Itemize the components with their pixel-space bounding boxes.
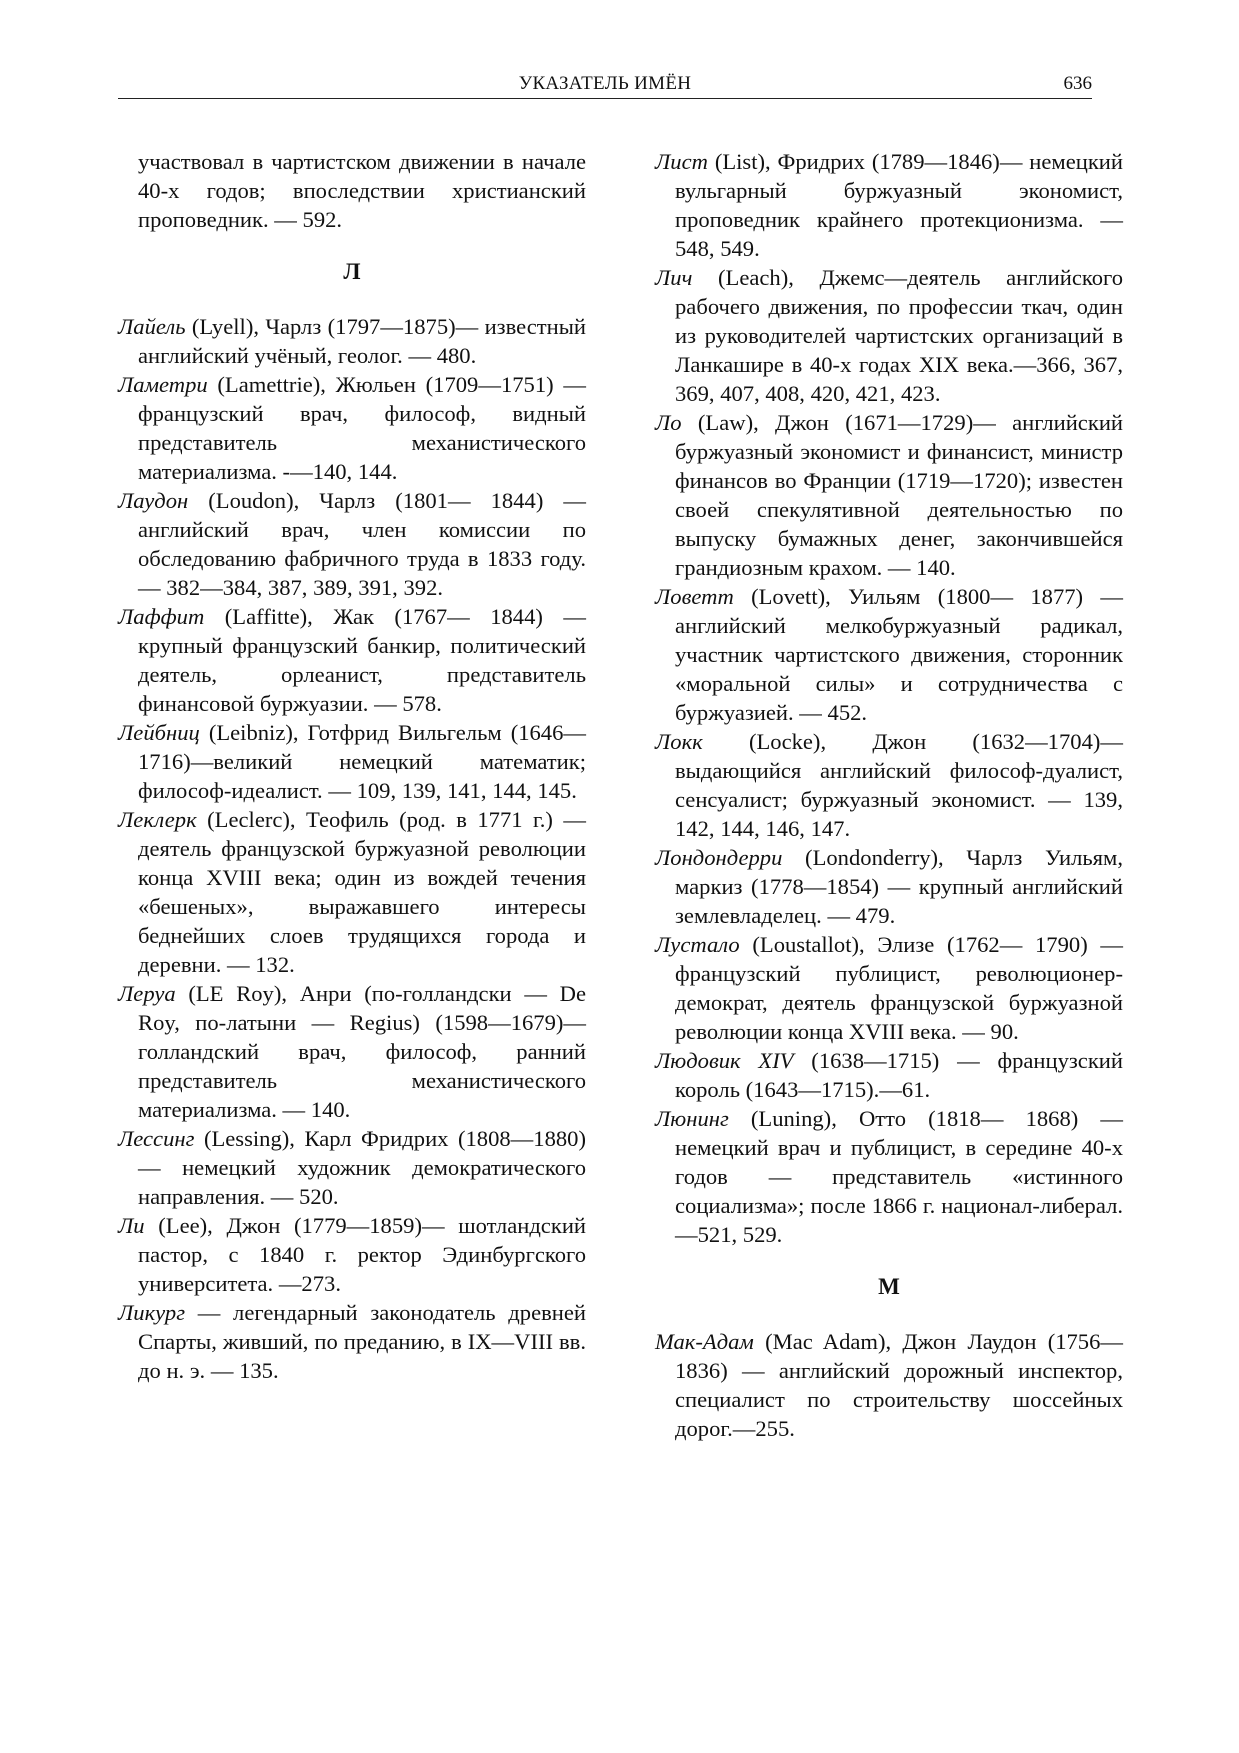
entry-text: (Locke), Джон (1632—1704)— выдающийся английский философ-дуалист, сенсуалист; буржуазный экономист. — 139, 142, 144, 146, 147. <box>675 729 1123 841</box>
entry-name: Лич <box>655 265 693 290</box>
index-entry <box>655 727 1123 843</box>
entry-text: (Mac Adam), Джон Лаудон (1756—1836) — английский дорожный инспектор, специалист по строительству шоссейных дорог.—255. <box>675 1329 1123 1441</box>
entry-text: (Lee), Джон (1779—1859)— шотландский пастор, с 1840 г. ректор Эдинбургского университета. —273. <box>138 1213 586 1296</box>
index-entry <box>655 147 1123 263</box>
entry-text: (Leach), Джемс—деятель английского рабочего движения, по профессии ткач, один из руководителей чартистских организаций в Ланкашире в 40-х годах XIX века.—366, 367, 369, 407, 408, 420, 421, 423. <box>675 265 1123 406</box>
entry-name: Лист <box>655 149 708 174</box>
entry-text: — легендарный законодатель древней Спарты, живший, по преданию, в IX—VIII вв. до н. э. — 135. <box>138 1300 586 1383</box>
entry-text: (Lessing), Карл Фридрих (1808—1880) — немецкий художник демократического направления. — 520. <box>138 1126 586 1209</box>
entry-name: Мак-Адам <box>655 1329 754 1354</box>
index-entry <box>118 312 586 370</box>
entry-text: (List), Фридрих (1789—1846)— немецкий вульгарный буржуазный экономист, проповедник крайнего протекционизма. — 548, 549. <box>675 149 1123 261</box>
entry-name: Лаудон <box>118 488 189 513</box>
index-entry <box>118 1124 586 1211</box>
entry-name: Леруа <box>118 981 176 1006</box>
index-entry <box>118 486 586 602</box>
index-entry <box>655 843 1123 930</box>
entry-name: Ликург <box>118 1300 186 1325</box>
entry-text: (Luning), Отто (1818— 1868) — немецкий врач и публицист, в середине 40-х годов — представитель «истинного социализма»; после 1866 г. национал-либерал. —521, 529. <box>675 1106 1123 1247</box>
entry-name: Леклерк <box>118 807 197 832</box>
entry-text: (Laffitte), Жак (1767— 1844) — крупный французский банкир, политический деятель, орлеанист, представитель финансовой буржуазии. — 578. <box>138 604 586 716</box>
entry-text: (Londonderry), Чарлз Уильям, маркиз (1778—1854) — крупный английский землевладелец. — 479. <box>675 845 1123 928</box>
entry-text: (Lamettrie), Жюльен (1709—1751) —французский врач, философ, видный представитель механистического материализма. -—140, 144. <box>138 372 586 484</box>
index-entry <box>118 979 586 1124</box>
entry-name: Людовик XIV <box>655 1048 794 1073</box>
index-entry <box>655 1327 1123 1443</box>
entry-text: (Lyell), Чарлз (1797—1875)— известный английский учёный, геолог. — 480. <box>138 314 586 368</box>
page-number: 636 <box>1063 73 1092 94</box>
entry-name: Лондондерри <box>655 845 783 870</box>
right-entries <box>655 147 1123 1249</box>
index-entry <box>655 582 1123 727</box>
entry-text: (1638—1715) — французский король (1643—1715).—61. <box>675 1048 1123 1102</box>
section-letter-m: М <box>878 1274 900 1299</box>
entry-name: Люнинг <box>655 1106 729 1131</box>
index-entry <box>655 930 1123 1046</box>
index-entry <box>655 263 1123 408</box>
index-entry <box>655 408 1123 582</box>
continued-entry: участвовал в чартистском движении в начале 40-х годов; впоследствии христианский проповедник. — 592. <box>138 149 586 232</box>
entry-name: Ло <box>655 410 682 435</box>
entry-text: (Law), Джон (1671—1729)— английский буржуазный экономист и финансист, министр финансов во Франции (1719—1720); известен своей спекулятивной деятельностью по выпуску бумажных денег, закончившейся грандиозным крахом. — 140. <box>675 410 1123 580</box>
entry-text: (Loudon), Чарлз (1801— 1844) — английский врач, член комиссии по обследованию фабричного труда в 1833 году. — 382—384, 387, 389, 391, 392. <box>138 488 586 600</box>
section-letter-l: Л <box>343 259 361 284</box>
index-entry <box>118 718 586 805</box>
entry-name: Ламетри <box>118 372 208 397</box>
running-header-title: УКАЗАТЕЛЬ ИМЁН <box>518 73 692 94</box>
entry-name: Лайель <box>118 314 186 339</box>
entry-name: Лейбниц <box>118 720 200 745</box>
entry-text: (Lovett), Уильям (1800— 1877) — английский мелкобуржуазный радикал, участник чартистского движения, сторонник «моральной силы» и сотрудничества с буржуазией. — 452. <box>675 584 1123 725</box>
left-column <box>118 147 586 1385</box>
right-entries-m <box>655 1327 1123 1443</box>
index-entry <box>118 602 586 718</box>
entry-name: Лустало <box>655 932 740 957</box>
index-entry <box>655 1104 1123 1249</box>
running-header <box>118 68 1092 99</box>
entry-name: Лессинг <box>118 1126 195 1151</box>
entry-name: Ли <box>118 1213 145 1238</box>
index-entry <box>118 370 586 486</box>
right-column <box>655 147 1123 1443</box>
entry-text: (LE Roy), Анри (по-голландски — De Roy, по-латыни — Regius) (1598—1679)—голландский врач, философ, ранний представитель механистического материализма. — 140. <box>138 981 586 1122</box>
index-entry <box>118 805 586 979</box>
index-entry <box>118 1211 586 1298</box>
entry-name: Ловетт <box>655 584 734 609</box>
index-entry <box>655 1046 1123 1104</box>
left-entries <box>118 312 586 1385</box>
entry-name: Локк <box>655 729 703 754</box>
index-entry <box>118 1298 586 1385</box>
entry-text: (Loustallot), Элизе (1762— 1790) — французский публицист, революционер-демократ, деятель французской буржуазной революции конца XVIII века. — 90. <box>675 932 1123 1044</box>
entry-text: (Leibniz), Готфрид Вильгельм (1646—1716)—великий немецкий математик; философ-идеалист. — 109, 139, 141, 144, 145. <box>138 720 586 803</box>
entry-name: Лаффит <box>118 604 205 629</box>
entry-text: (Leclerc), Теофиль (род. в 1771 г.) — деятель французской буржуазной революции конца XVIII века; один из вождей течения «бешеных», выражавшего интересы беднейших слоев трудящихся города и деревни. — 132. <box>138 807 586 977</box>
